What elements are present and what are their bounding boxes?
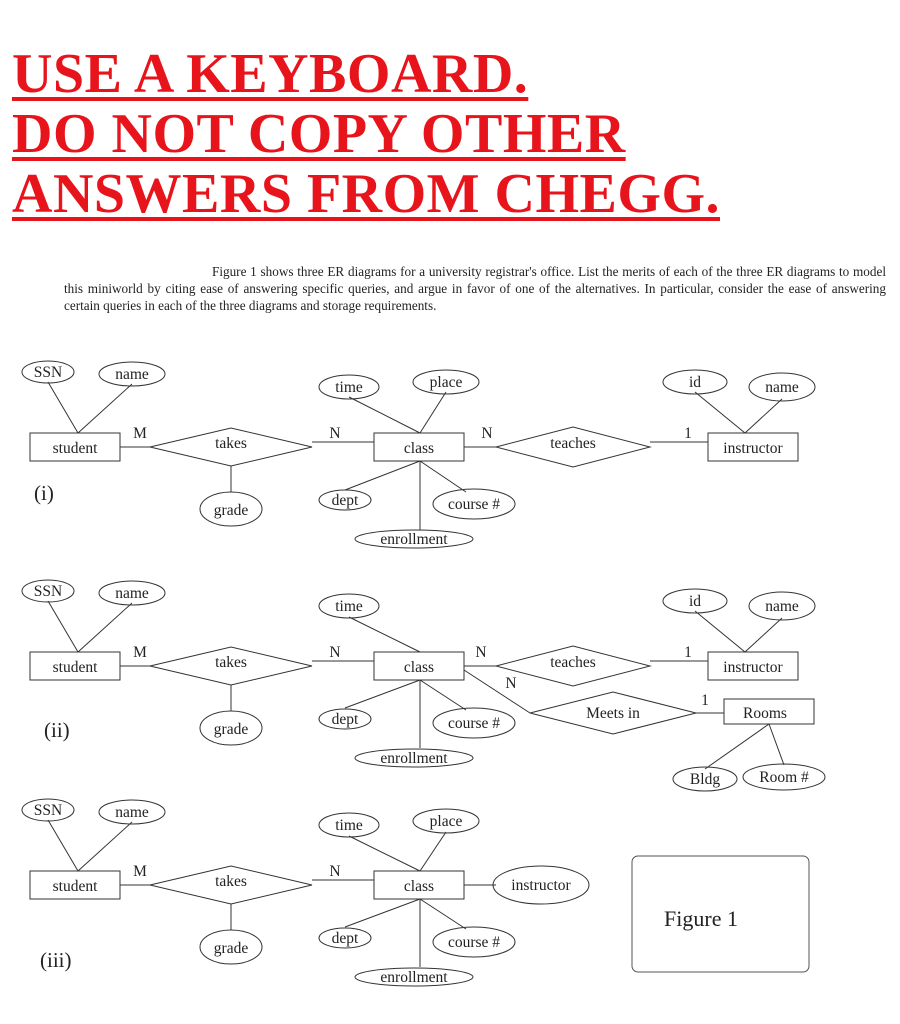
diagram-label-ii: (ii) [44,718,70,742]
attr-grade-2: grade [213,721,249,738]
attr-student-name-3: name [115,804,149,821]
card-n-takes-3: N [329,863,341,880]
attr-enrollment-2: enrollment [380,750,448,767]
diagram-label-iii: (iii) [40,948,72,972]
rel-takes-1: takes [215,435,247,452]
attr-ssn-3: SSN [33,802,63,819]
attr-course-1: course # [447,496,501,513]
card-n-meets-in: N [505,675,517,692]
question-text: Figure 1 shows three ER diagrams for a university registrar's office. List the merits of each of the three ER diagrams to model this miniworld by citing ease of answering specific queries, and argue in favor of one of the alternatives. In particular, consider the ease of answering certain queries in each of the three diagrams and storage requirements. [64,264,886,313]
entity-instructor-1: instructor [723,440,783,457]
attr-enrollment-1: enrollment [380,531,448,548]
card-n-teaches-1: N [481,425,493,442]
rel-takes-2: takes [215,654,247,671]
attr-student-name-1: name [115,366,149,383]
attr-time-3: time [335,817,363,834]
card-m-1: M [133,425,147,442]
attr-room-number: Room # [759,769,809,786]
rel-meets-in: Meets in [586,705,640,722]
attr-dept-1: dept [331,492,359,509]
attr-place-3: place [429,813,463,830]
banner-line-3: ANSWERS FROM CHEGG. [12,163,720,225]
rel-teaches-1: teaches [550,435,596,452]
rel-takes-3: takes [215,873,247,890]
entity-class-2: class [403,659,435,676]
attr-time-1: time [335,379,363,396]
attr-time-2: time [335,598,363,615]
entity-student-2: student [52,659,98,676]
attr-ssn-1: SSN [33,364,63,381]
diagram-label-i: (i) [34,481,54,505]
banner-line-2: DO NOT COPY OTHER [12,103,626,165]
entity-rooms: Rooms [743,705,787,722]
entity-student-1: student [52,440,98,457]
banner-line-1: USE A KEYBOARD. [12,43,529,105]
attr-instructor-name-2: name [765,598,799,615]
card-n-teaches-2: N [475,644,487,661]
card-n-takes-1: N [329,425,341,442]
attr-instructor-3: instructor [511,877,571,894]
figure-label: Figure 1 [664,906,738,931]
card-1-meets-in: 1 [701,692,709,709]
attr-course-2: course # [447,715,501,732]
entity-class-1: class [403,440,435,457]
attr-bldg: Bldg [689,771,721,788]
attr-course-3: course # [447,934,501,951]
card-1-teaches-1: 1 [684,425,692,442]
entity-instructor-2: instructor [723,659,783,676]
attr-place-1: place [429,374,463,391]
attr-dept-2: dept [331,711,359,728]
card-n-takes-2: N [329,644,341,661]
attr-dept-3: dept [331,930,359,947]
attr-id-2: id [688,593,702,610]
entity-class-3: class [403,878,435,895]
attr-grade-3: grade [213,940,249,957]
card-m-3: M [133,863,147,880]
card-m-2: M [133,644,147,661]
entity-student-3: student [52,878,98,895]
attr-id-1: id [688,374,702,391]
attr-ssn-2: SSN [33,583,63,600]
attr-enrollment-3: enrollment [380,969,448,986]
attr-instructor-name-1: name [765,379,799,396]
card-1-teaches-2: 1 [684,644,692,661]
rel-teaches-2: teaches [550,654,596,671]
attr-student-name-2: name [115,585,149,602]
attr-grade-1: grade [213,502,249,519]
